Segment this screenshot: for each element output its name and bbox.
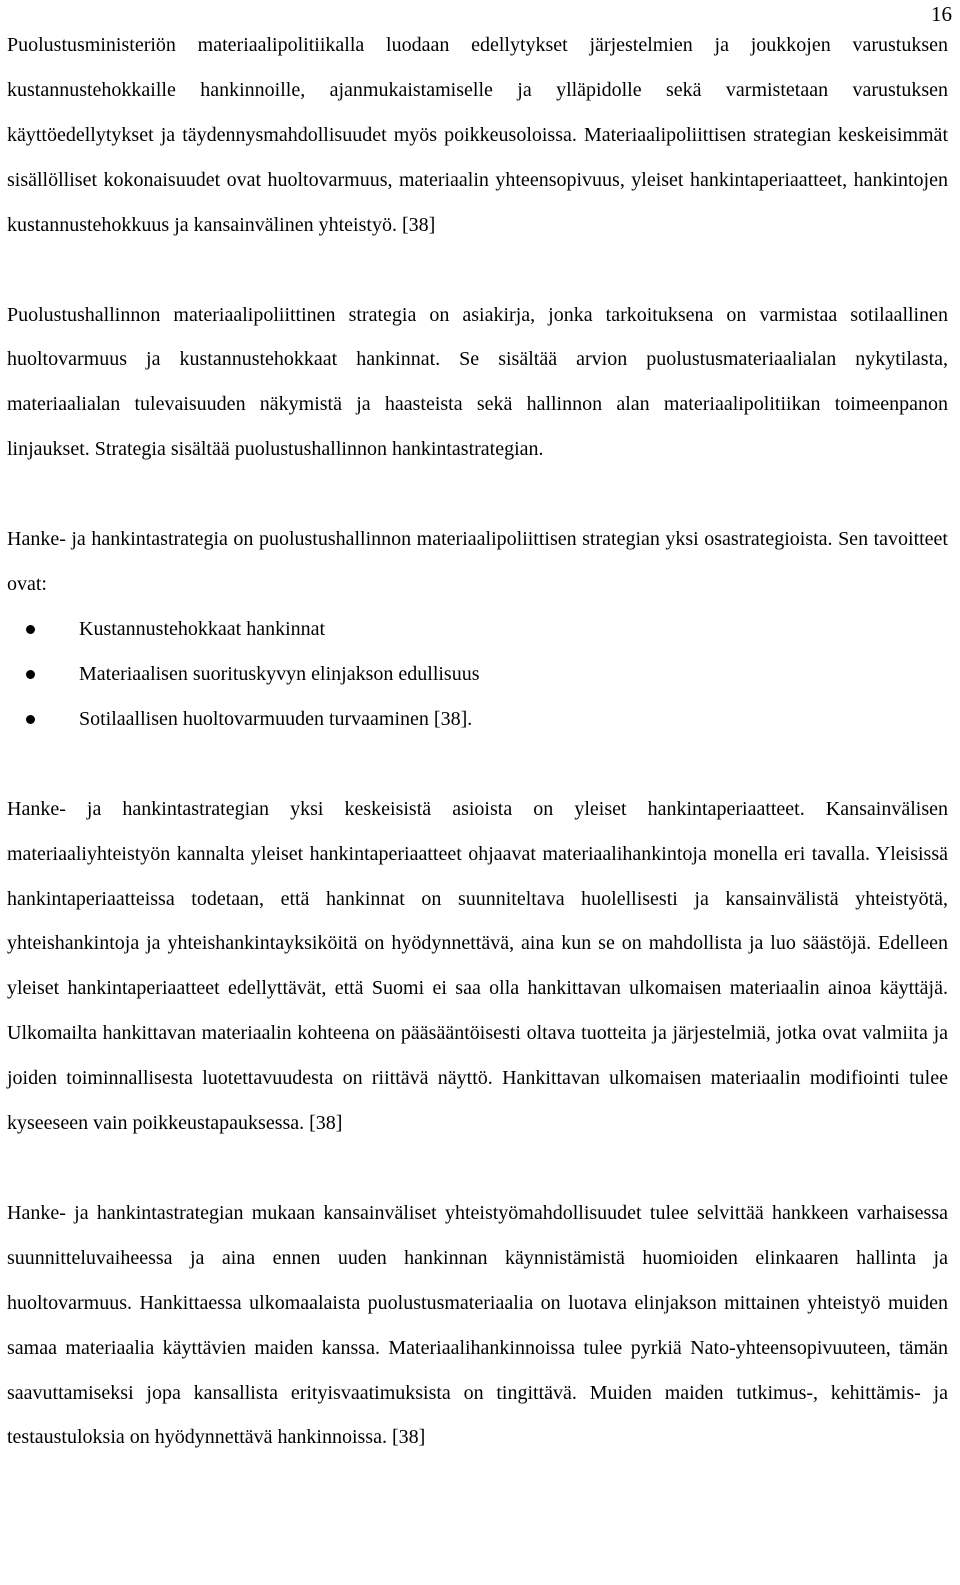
document-body: [7, 23, 948, 1460]
bullet-icon: [26, 715, 35, 724]
list-item-text: Sotilaallisen huoltovarmuuden turvaaminen [38].: [79, 707, 473, 730]
list-item: [7, 652, 948, 697]
goals-list: [7, 607, 948, 742]
bullet-icon: [26, 670, 35, 679]
list-item: [7, 607, 948, 652]
paragraph-hankintaperiaatteet: Hanke- ja hankintastrategian yksi keskeisistä asioista on yleiset hankintaperiaatteet. Kansainvälisen materiaaliyhteistyön kannalta yleiset hankintaperiaatteet ohjaavat materiaalihankintoja monella eri tavalla. Yleisissä hankintaperiaatteissa todetaan, että hankinnat on suunniteltava huolellisesti ja kansainvälistä yhteistyötä, yhteishankintoja ja yhteishankintayksiköitä on hyödynnettävä, aina kun se on mahdollista ja luo säästöjä. Edelleen yleiset hankintaperiaatteet edellyttävät, että Suomi ei saa olla hankittavan ulkomaisen materiaalin ainoa käyttäjä. Ulkomailta hankittavan materiaalin kohteena on pääsääntöisesti oltava tuotteita ja järjestelmiä, jotka ovat valmiita ja joiden toiminnallisesta luotettavuudesta on riittävä näyttö. Hankittavan ulkomaisen materiaalin modifiointi tulee kyseeseen vain poikkeustapauksessa. [38]: [7, 797, 948, 1135]
bullet-icon: [26, 625, 35, 634]
paragraph-materiaalipoliittinen-strategia: Puolustushallinnon materiaalipoliittinen strategia on asiakirja, jonka tarkoituksena on varmistaa sotilaallinen huoltovarmuus ja kustannustehokkaat hankinnat. Se sisältää arvion puolustusmateriaalialan nykytilasta, materiaalialan tulevaisuuden näkymistä ja haasteista sekä hallinnon alan materiaalipolitiikan toimeenpanon linjaukset. Strategia sisältää puolustushallinnon hankintastrategian.: [7, 303, 948, 461]
paragraph-materiaalipolitiikka: Puolustusministeriön materiaalipolitiikalla luodaan edellytykset järjestelmien ja joukkojen varustuksen kustannustehokkaille hankinnoille, ajanmukaistamiselle ja ylläpidolle sekä varmistetaan varustuksen käyttöedellytykset ja täydennysmahdollisuudet myös poikkeusoloissa. Materiaalipoliittisen strategian keskeisimmät sisällölliset kokonaisuudet ovat huoltovarmuus, materiaalin yhteensopivuus, yleiset hankintaperiaatteet, hankintojen kustannustehokkuus ja kansainvälinen yhteistyö. [38]: [7, 34, 948, 236]
paragraph-kansainvalinen-yhteistyo: Hanke- ja hankintastrategian mukaan kansainväliset yhteistyömahdollisuudet tulee selvittää hankkeen varhaisessa suunnitteluvaiheessa ja aina ennen uuden hankinnan käynnistämistä huomioiden elinkaaren hallinta ja huoltovarmuus. Hankittaessa ulkomaalaista puolustusmateriaalia on luotava elinjakson mittainen yhteistyö muiden samaa materiaalia käyttävien maiden kanssa. Materiaalihankinnoissa tulee pyrkiä Nato-yhteensopivuuteen, tämän saavuttamiseksi jopa kansallista erityisvaatimuksista on tingittävä. Muiden maiden tutkimus-, kehittämis- ja testaustuloksia on hyödynnettävä hankinnoissa. [38]: [7, 1201, 948, 1449]
page-number: 16: [931, 2, 952, 26]
list-item-text: Materiaalisen suorituskyvyn elinjakson edullisuus: [79, 662, 480, 685]
paragraph-hankintastrategia-intro: Hanke- ja hankintastrategia on puolustushallinnon materiaalipoliittisen strategian yksi osastrategioista. Sen tavoitteet ovat:: [7, 528, 948, 596]
list-item-text: Kustannustehokkaat hankinnat: [79, 617, 326, 640]
list-item: [7, 697, 948, 742]
